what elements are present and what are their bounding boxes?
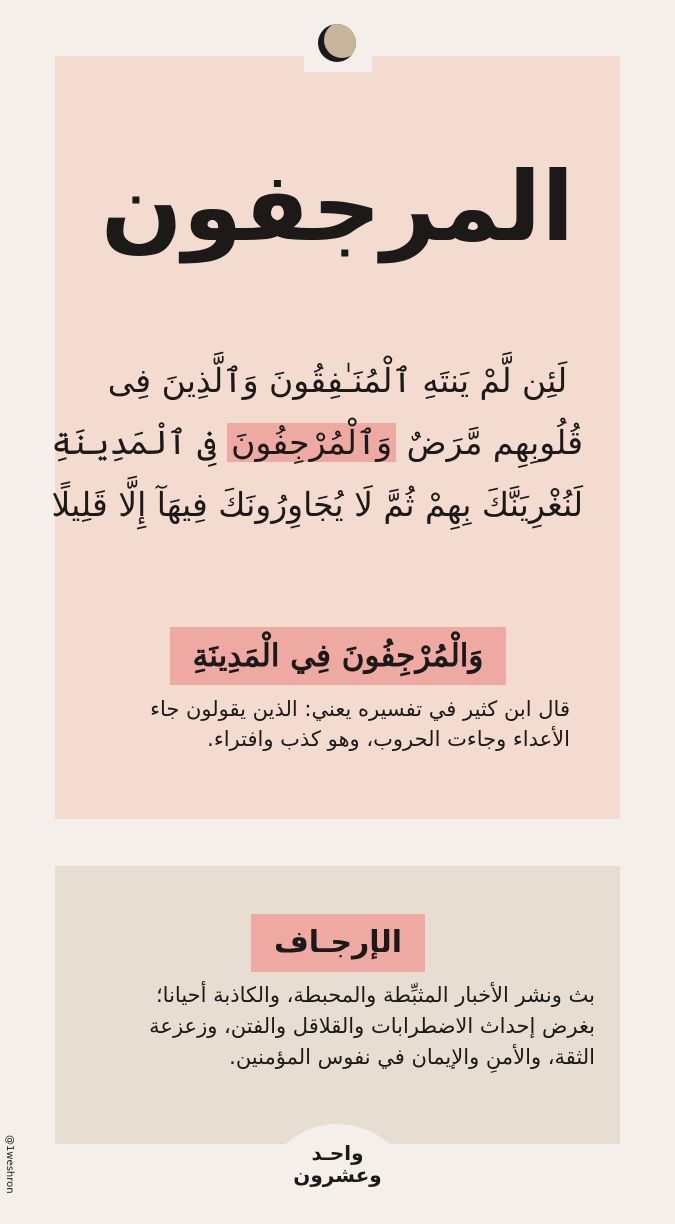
brand-logo <box>270 1142 405 1186</box>
verse-line-3: لَنُغْرِيَنَّكَ بِهِمْ ثُمَّ لَا يُجَاوِرُونَكَ فِيهَآ إِلَّا قَلِيلًا <box>51 485 583 524</box>
term-tag: الإرجـاف <box>251 914 425 972</box>
logo-line-2: وعشرون <box>293 1163 382 1187</box>
definition-line-1: بث ونشر الأخبار المثبِّطة والمحبطة، والكاذبة أحيانا؛ <box>156 983 595 1007</box>
verse-line-2 <box>51 412 583 474</box>
definition-line-3: الثقة، والأمنِ والإيمان في نفوس المؤمنين. <box>229 1045 595 1069</box>
verse-line-1: لَئِن لَّمْ يَنتَهِ ٱلْمُنَـٰفِقُونَ وَٱلَّذِينَ فِى <box>107 361 568 400</box>
verse-highlight: وَٱلْمُرْجِفُونَ <box>227 423 396 462</box>
social-handle-text: @1weshron <box>4 1135 15 1194</box>
tafsir-line-1: قال ابن كثير في تفسيره يعني: الذين يقولون جاء <box>150 697 570 721</box>
page-title: المرجفون <box>100 151 575 263</box>
quran-verse <box>51 350 583 536</box>
definition-text <box>80 980 595 1073</box>
tafsir-text <box>100 694 570 754</box>
verse-line-2-start: قُلُوبِهِم مَّرَضٌ <box>396 423 583 462</box>
definition-line-2: بغرض إحداث الاضطرابات والقلاقل والفتن، وزعزعة <box>149 1014 595 1038</box>
tafsir-line-2: الأعداء وجاءت الحروب، وهو كذب وافتراء. <box>207 727 570 751</box>
verse-line-2-end: فِى ٱلْمَدِينَةِ <box>51 423 228 462</box>
logo-line-1: واحـد <box>311 1141 364 1165</box>
social-handle <box>2 1135 16 1197</box>
subheading-tag: وَالْمُرْجِفُونَ فِي الْمَدِينَةِ <box>170 627 506 685</box>
crescent-moon-icon <box>318 24 356 62</box>
